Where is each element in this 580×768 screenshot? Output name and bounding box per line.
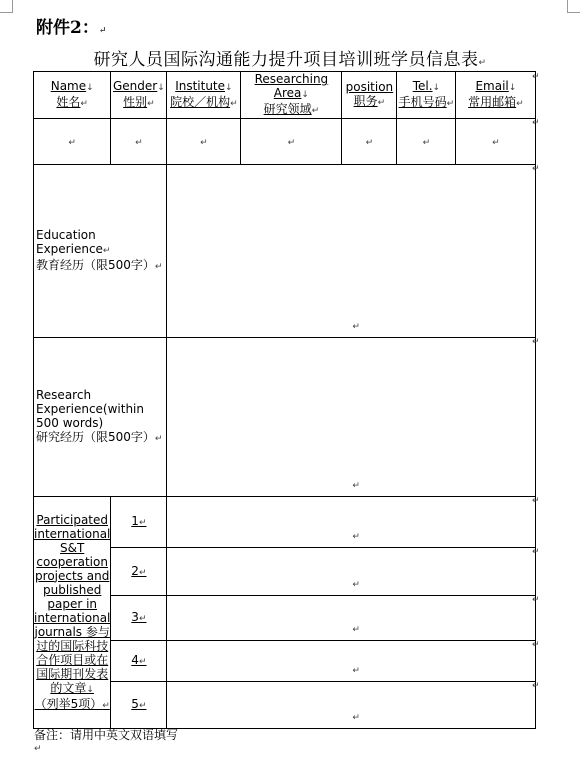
row-end-mark: ↵ xyxy=(532,496,540,506)
row-end-mark: ↵ xyxy=(532,118,540,128)
project-number-text: 3 xyxy=(131,610,139,624)
project-number-4: 4↵ xyxy=(111,641,167,682)
header-en: Institute xyxy=(175,79,226,93)
project-number-2: 2↵ xyxy=(111,548,167,596)
row-end-mark: ↵ xyxy=(532,640,540,650)
header-en: Tel. xyxy=(412,79,433,93)
paragraph-mark: ↵ xyxy=(34,744,42,754)
header-zh: 研究领域 xyxy=(263,102,312,116)
paragraph-mark: ↵ xyxy=(98,26,107,36)
document-title-text: 研究人员国际沟通能力提升项目培训班学员信息表 xyxy=(93,50,479,70)
header-zh: 性别 xyxy=(123,95,148,109)
project-row-1 xyxy=(34,497,536,548)
email-input-cell[interactable]: ↵ xyxy=(456,119,536,165)
paragraph-mark: ↵ xyxy=(478,58,487,68)
footer-note-text: 备注：请用中英文双语填写 xyxy=(34,728,179,742)
page-corner-mark-right xyxy=(567,0,580,13)
header-zh: 常用邮箱 xyxy=(468,95,517,109)
project-number-1: 1↵ xyxy=(111,497,167,548)
header-gender: Gender↓ 性别↵ xyxy=(111,72,167,119)
header-en: Email xyxy=(475,79,509,93)
education-label-zh: 教育经历（限500字） xyxy=(36,258,155,272)
research-label: Research Experience(within 500 words) 研究经历（限500字）↵ xyxy=(34,338,167,497)
header-en: Gender xyxy=(113,79,158,93)
header-en: Researching Area xyxy=(254,72,329,100)
applicant-info-table xyxy=(33,71,536,729)
page-corner-mark-left xyxy=(0,0,13,13)
tel-input-cell[interactable]: ↵ xyxy=(397,119,456,165)
project-number-text: 2 xyxy=(131,563,139,578)
header-en: Name xyxy=(50,79,87,93)
projects-label-note: （列举5项） xyxy=(34,696,103,711)
header-zh: 姓名 xyxy=(56,95,81,109)
research-label-en: Research Experience(within 500 words) xyxy=(36,388,144,430)
header-zh: 手机号码 xyxy=(398,95,447,109)
row-end-mark: ↵ xyxy=(532,164,540,174)
header-zh: 院校／机构 xyxy=(170,95,231,109)
project-number-text: 4 xyxy=(131,653,139,667)
name-input-cell[interactable]: ↵ xyxy=(34,119,111,165)
header-email: Email↓ 常用邮箱↵ xyxy=(456,72,536,119)
projects-label: Participated international S&T cooperation projects and published paper in international journals 参与过的国际科技合作项目或在国际期刊发表的文章↓ （列举5项）↵ xyxy=(34,497,111,729)
header-en: position xyxy=(345,80,394,94)
research-area-input-cell[interactable]: ↵ xyxy=(241,119,342,165)
project-input-4[interactable]: ↵ xyxy=(167,641,536,682)
attachment-text: 附件2： xyxy=(36,18,99,38)
project-input-2[interactable]: ↵ xyxy=(167,548,536,596)
footer-note xyxy=(34,726,178,743)
row-end-mark: ↵ xyxy=(532,595,540,605)
project-number-text: 1 xyxy=(131,514,139,528)
attachment-label xyxy=(36,13,106,38)
row-end-mark: ↵ xyxy=(532,337,540,347)
project-number-text: 5 xyxy=(131,697,139,711)
project-input-1[interactable]: ↵ xyxy=(167,497,536,548)
education-input-cell[interactable]: ↵ xyxy=(167,165,536,338)
projects-label-en: Participated international S&T cooperation projects and published paper in international journals xyxy=(34,512,111,639)
header-name: Name↓ 姓名↵ xyxy=(34,72,111,119)
education-label-en: Education Experience xyxy=(36,228,103,256)
research-label-zh: 研究经历（限500字） xyxy=(36,430,155,444)
research-input-cell[interactable]: ↵ xyxy=(167,338,536,497)
position-input-cell[interactable]: ↵ xyxy=(342,119,397,165)
header-position: position 职务↵ xyxy=(342,72,397,119)
header-zh: 职务 xyxy=(353,94,378,108)
document-title xyxy=(0,45,580,70)
project-number-3: 3↵ xyxy=(111,596,167,641)
education-row xyxy=(34,165,536,338)
gender-input-cell[interactable]: ↵ xyxy=(111,119,167,165)
research-row xyxy=(34,338,536,497)
education-label: Education Experience↵ 教育经历（限500字）↵ xyxy=(34,165,167,338)
header-research-area: Researching Area↓ 研究领域↵ xyxy=(241,72,342,119)
input-row xyxy=(34,119,536,165)
row-end-mark: ↵ xyxy=(532,72,540,82)
header-institute: Institute↓ 院校／机构↵ xyxy=(167,72,241,119)
projects-label-zh: 参与过的国际科技合作项目或在国际期刊发表的文章 xyxy=(36,624,110,695)
row-end-mark: ↵ xyxy=(532,547,540,557)
project-input-5[interactable]: ↵ xyxy=(167,682,536,729)
header-tel: Tel.↓ 手机号码↵ xyxy=(397,72,456,119)
project-input-3[interactable]: ↵ xyxy=(167,596,536,641)
institute-input-cell[interactable]: ↵ xyxy=(167,119,241,165)
row-end-mark: ↵ xyxy=(532,681,540,691)
header-row xyxy=(34,72,536,119)
project-number-5: 5↵ xyxy=(111,682,167,729)
